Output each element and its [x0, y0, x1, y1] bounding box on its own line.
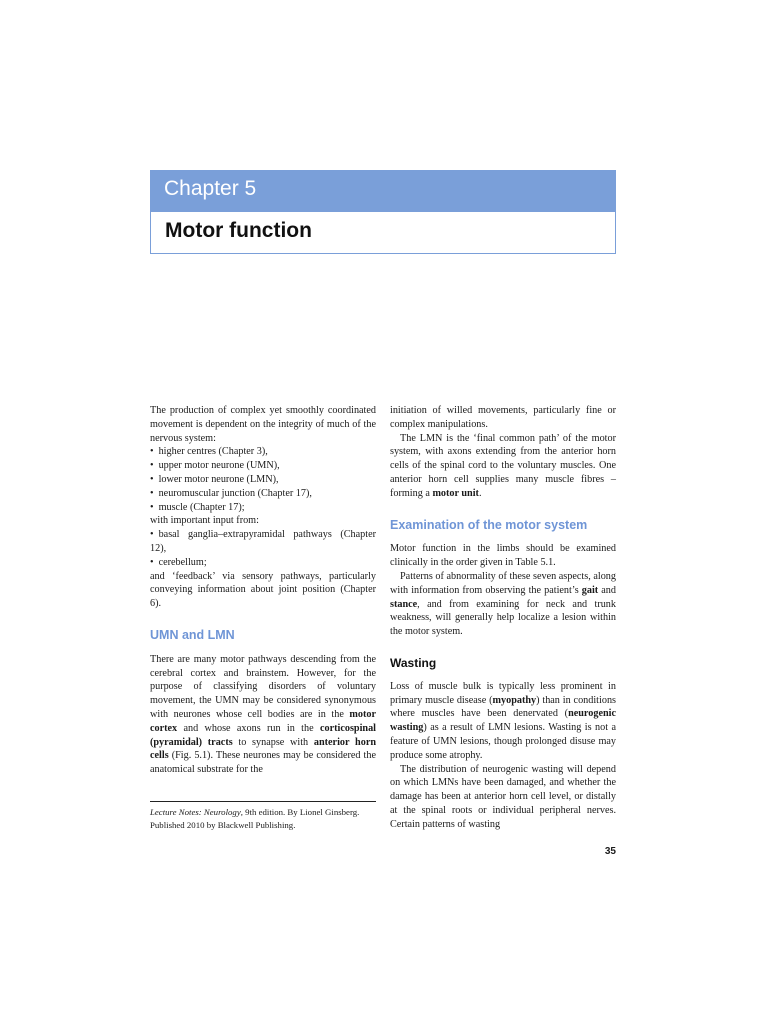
term-stance: stance: [390, 598, 418, 610]
page-number: 35: [604, 846, 616, 857]
with-input-text: with important input from:: [150, 515, 259, 527]
lmn-paragraph: The LMN is the ‘final common path’ of the motor system, with axons extending from the anterior horn cells of the spinal cord to the voluntary muscles. One anterior horn cell supplies many muscle fibres – forming a motor unit.: [390, 432, 616, 499]
patterns-paragraph: Patterns of abnormality of these seven aspects, along with information from observing the patient’s gait and stance, and from examining for neck and trunk weakness, will generally help localize a lesion within the motor system.: [390, 570, 616, 638]
term-anterior-horn-cells: anterior horn cells: [150, 736, 377, 762]
distribution-paragraph: The distribution of neurogenic wasting will depend on which LMNs have been damaged, and whether the damage has been at anterior horn cell level, or distally at the spinal roots or individual peripheral nerves. Certain patterns of wasting: [390, 763, 616, 830]
section-heading-examination: Examination of the motor system: [390, 517, 588, 532]
list-item: • basal ganglia–extrapyramidal pathways (Chapter 12),: [150, 528, 376, 556]
subheading-wasting: Wasting: [390, 655, 437, 670]
section-heading-umn-lmn: UMN and LMN: [150, 627, 235, 642]
footnote-rule: [150, 801, 376, 802]
umn-paragraph: There are many motor pathways descending from the cerebral cortex and brainstem. However, for the purpose of classifying disorders of voluntary movement, the UMN may be considered synonymous with neurones whose cell bodies are in the motor cortex and whose axons run in the corticospinal (pyramidal) tracts to synapse with anterior horn cells (Fig. 5.1). These neurones may be considered the anatomical substrate for the: [150, 653, 377, 776]
footnote: Lecture Notes: Neurology, 9th edition. By Lionel Ginsberg. Published 2010 by Blackwell Publishing.: [150, 807, 360, 830]
examination-paragraph: Motor function in the limbs should be examined clinically in the order given in Table 5.1.: [390, 543, 616, 569]
term-neurogenic-wasting: neurogenic wasting: [390, 708, 616, 734]
term-myopathy: myopathy: [492, 694, 537, 706]
term-motor-unit: motor unit: [432, 487, 479, 499]
chapter-title: Motor function: [165, 219, 312, 242]
wasting-paragraph: Loss of muscle bulk is typically less prominent in primary muscle disease (myopathy) than in conditions where muscles have been denervated (neurogenic wasting) as a result of LMN lesions. Wasting is not a feature of UMN lesions, though prolonged disuse may produce some atrophy.: [390, 680, 616, 761]
list-item: • muscle (Chapter 17);: [150, 501, 376, 515]
list-item: • higher centres (Chapter 3),: [150, 445, 376, 459]
right-column: [390, 404, 616, 832]
list-item: • neuromuscular junction (Chapter 17),: [150, 487, 376, 501]
term-gait: gait: [581, 584, 599, 596]
book-title: Lecture Notes: Neurology: [150, 807, 241, 817]
chapter-title-box: [150, 212, 616, 254]
list-item: • cerebellum;: [150, 556, 376, 570]
intro-paragraph: The production of complex yet smoothly coordinated movement is dependent on the integrity of much of the nervous system:: [150, 405, 376, 444]
list-item: • upper motor neurone (UMN),: [150, 459, 376, 473]
chapter-band: [150, 170, 616, 212]
chapter-label: Chapter 5: [164, 177, 257, 200]
term-motor-cortex: motor cortex: [150, 708, 376, 734]
list-item: • lower motor neurone (LMN),: [150, 473, 376, 487]
feedback-paragraph: and ‘feedback’ via sensory pathways, particularly conveying information about joint position (Chapter 6).: [150, 570, 376, 610]
term-corticospinal-tracts: corticospinal (pyramidal) tracts: [150, 722, 376, 748]
continuation-paragraph: initiation of willed movements, particularly fine or complex manipulations.: [390, 405, 616, 430]
left-column: [150, 404, 376, 777]
